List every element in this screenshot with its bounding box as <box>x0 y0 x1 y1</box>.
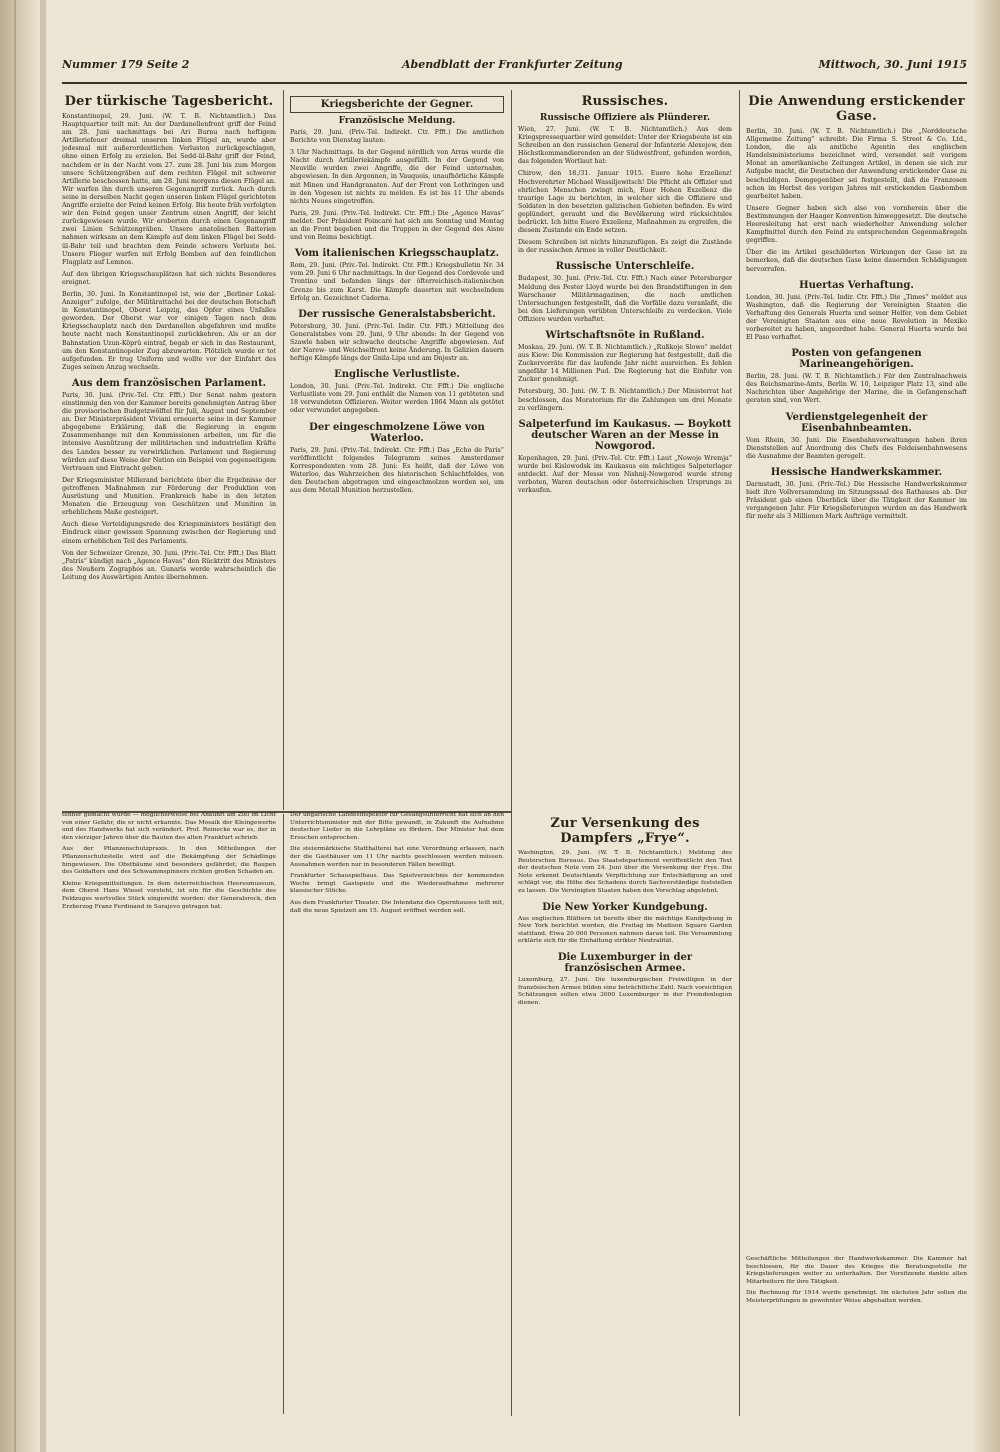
article-title: Die New Yorker Kundgebung. <box>542 901 708 913</box>
article-paragraph: Kopenhagen, 29. Juni. (Priv.-Tel. Ctr. Ffft.) Laut „Nowoje Wremja“ wurde bei Kislowodsk im Kaukasus ein mächtiges Salpeterlager entdeckt. Auf der Messe von Nishnij-Nowgorod wurde streng verboten, Waren deutschen oder österreichischen Ursprungs zu verkaufen. <box>518 454 732 495</box>
column-divider <box>283 814 284 1414</box>
feuilleton-column-1 <box>62 812 276 1412</box>
page-header <box>62 56 967 78</box>
article-title: Hessische Handwerkskammer. <box>770 466 943 478</box>
article-title: Der russische Generalstabsbericht. <box>298 308 496 320</box>
article-paragraph: Moskau, 29. Juni. (W. T. B. Nichtamtlich.) „Rußkoje Slowo“ meldet aus Kiew: Die Kommission zur Regierung hat festgestellt, daß die Zuckervorräte für das laufende Jahr nicht ausreichen. Es fehlen ungefähr 14 Millionen Pud. Die Regierung hat die Einfuhr von Zucker genehmigt. <box>518 343 732 384</box>
column-1 <box>62 90 276 810</box>
article-title: Huertas Verhaftung. <box>799 279 914 291</box>
article-paragraph: Chirow, den 18./31. Januar 1915. Euere hohe Erzellenz! Hochverehrter Michael Wassiljewitsch! Die Pflicht als Offizier und ehrlichen Menschen zwingt mich, Euer Hohen Exzellenz die traurige Lage zu berichten, in welcher sich die Offiziere und Soldaten in den besetzten galizischen Gebieten befinden. Es wird geplündert, geraubt und die Bevölkerung wird rücksichtslos bedrückt. Ich bitte Euere Exzellenz, Maßnahmen zu ergreifen, die diesem Zustande ein Ende setzen. <box>518 170 732 235</box>
article-paragraph: Rom, 29. Juni. (Priv.-Tel. Indirekt. Ctr. Ffft.) Kriegsbulletin Nr. 34 vom 29. Juni 6 Uhr nachmittags. In der Gegend des Cordevole und Trentino und befanden längs der öfterreichisch-italienischen Grenze bis zum Karst. Die Kämpfe dauerten mit wechselndem Erfolg an. Gezeichnet Cadorna. <box>290 262 504 302</box>
article-title: Der türkische Tagesbericht. <box>64 94 274 109</box>
article-paragraph: Paris, 30. Juni. (Priv.-Tel. Ctr. Ffft.) Der Senat nahm gestern einstimmig den von der Kammer bereits genehmigten Antrag über die provisorischen Budgetzwölftel für Juli, August und September an. Der Ministerpräsident Viviani erneuerte seine in der Kammer abgegebene Erklärung, daß die Regierung in engem Zusammenhange mit den Kommissionen arbeiten, um für die intensive Ausnützung der militärischen und industriellen Kräfte des Landes besser zu verwirklichen. Parlament und Regierung würden auf diese Weise der Nation ein Beispiel von gegenseitigem Vertrauen und Eintracht geben. <box>62 391 276 472</box>
article-paragraph: Aus dem Frankfurter Theater. Die Intendanz des Opernhauses teilt mit, daß die neue Spielzeit am 15. August eröffnet werden soll. <box>290 899 504 914</box>
article-title: Aus dem französischen Parlament. <box>71 377 267 389</box>
article-paragraph: London, 30. Juni. (Priv.-Tel. Indir. Ctr. Ffft.) Die „Times“ meldet aus Washington, daß die Regierung der Vereinigten Staaten die Verhaftung des Generals Huerta und seiner Helfer, von dem Gebiet der Vereinigten Staaten aus eine neue Revolution in Mexiko vorbereitet zu haben, angeordnet habe. General Huerta wurde bei El Paso verhaftet. <box>746 293 967 342</box>
article-title: Verdienstgelegenheit der Eisenbahnbeamten. <box>785 411 928 434</box>
column-3 <box>518 90 732 810</box>
page-fold-shadow <box>40 0 46 1452</box>
article-title: Zur Versenkung des Dampfers „Frye“. <box>550 816 700 846</box>
article-paragraph: London, 30. Juni. (Priv.-Tel. Indirekt. Ctr. Ffft.) Die englische Verlustliste vom 29. Juni enthält die Namen von 11 getöteten und 18 verwundeten Offizieren. Weiter werden 1864 Mann als getötet oder verwundet angegeben. <box>290 383 504 415</box>
article-title: Die Luxemburger in der französischen Armee. <box>557 951 693 974</box>
article-paragraph: Der Kriegsminister Millerand berichtete über die Ergebnisse der getroffenen Maßnahmen zur Förderung der Produktion von Ausrüstung und Munition. Frankreich habe in den letzten Monaten die Erzeugung von Geschützen und Munition in erheblichem Maße gesteigert. <box>62 476 276 517</box>
column-2 <box>290 90 504 810</box>
article-paragraph: Die steiermärkische Statthalterei hat eine Verordnung erlassen, nach der die Gasthäuser um 11 Uhr nachts geschlossen werden müssen. Ausnahmen werden nur in besonderen Fällen bewilligt. <box>290 846 504 868</box>
column-3-lower <box>518 812 732 1412</box>
article-paragraph: Washington, 29. Juni. (W. T. B. Nichtamtlich.) Meldung des Reuterschen Bureaus. Das Staatsdepartement veröffentlicht den Text der deutschen Note vom 24. Juni über die Versenkung der Frye. Die Note erkennt Deutschlands Verpflichtung zur Entschädigung an und schlägt vor, die Höhe des Schadens durch Sachverständige feststellen zu lassen. Die Vereinigten Staaten haben den Vorschlag abgelehnt. <box>518 850 732 894</box>
article-paragraph: Geschäftliche Mitteilungen der Handwerkskammer. Die Kammer hat beschlossen, für die Dauer des Krieges die Beratungsstelle für Kriegslieferungen weiter zu unterhalten. Der Vorsitzende dankte allen Mitarbeitern für ihre Tätigkeit. <box>746 1256 967 1285</box>
article-paragraph: Unsere Gegner haben sich also von vornherein über die Bestimmungen der Haager Konvention hinweggesetzt. Die deutsche Heeresleitung hat erst nach wiederholter Anwendung solcher Kampfmittel durch den Feind zu entsprechenden Gegenmaßregeln gegriffen. <box>746 204 967 245</box>
newspaper-page <box>62 58 967 1416</box>
column-divider <box>283 90 284 810</box>
article-paragraph: Berlin, 30. Juni. (W. T. B. Nichtamtlich.) Die „Norddeutsche Allgemeine Zeitung“ schreibt: Die Firma S. Street & Co. Ltd., London, die als amtliche Agentin des englischen Handelsministeriums bezeichnet wird, versendet seit vorigem Monat an amerikanische Zeitungen Artikel, in denen sie sich zur Aufgabe macht, die Deutschen der Anwendung erstickender Gase zu beschuldigen. Demgegenüber sei festgestellt, daß die Franzosen schon im Herbst des vorigen Jahres mit erstickenden Gasbomben gearbeitet haben. <box>746 128 967 200</box>
article-paragraph: 3 Uhr Nachmittags. In der Gegend nördlich von Arras wurde die Nacht durch Artilleriekämpfe ausgefüllt. In der Gegend von Neuville wurden zwei Angriffe, die der Feind unternahm, abgewiesen. In den Argonnen, in Vauquois, unaufhörliche Kämpfe mit Minen und Handgranaten. Auf der Front von Lothringen und in den Vogesen ist nichts zu melden. Es ist bis 11 Uhr abends nichts Neues eingetroffen. <box>290 149 504 205</box>
column-divider <box>739 90 740 1416</box>
article-paragraph: Vom Rhein, 30. Juni. Die Eisenbahnverwaltungen haben ihren Dienststellen auf Anordnung des Chefs des Feldeisenbahnwesens die Ausnahme der Beamten geregelt. <box>746 436 967 460</box>
article-title: Russische Unterschleife. <box>555 261 695 273</box>
article-title: Salpeterfund im Kaukasus. — Boykott deutscher Waren an der Messe in Nowgorod. <box>518 418 732 452</box>
masthead: Abendblatt der Frankfurter Zeitung <box>402 58 623 71</box>
feuilleton-column-2 <box>290 812 504 1412</box>
article-paragraph: Paris, 29. Juni. (Priv.-Tel. Indirekt. Ctr. Ffft.) Die „Agence Havas“ meldet: Der Präsident Poincaré hat sich am Sonntag und Montag an die Front begeben und die Truppen in der Gegend des Aisne und von Reims besichtigt. <box>290 209 504 242</box>
article-paragraph: Die Rechnung für 1914 wurde genehmigt. Im nächsten Jahr sollen die Meisterprüfungen in gewohnter Weise abgehalten werden. <box>746 1290 967 1304</box>
article-subtitle: Französische Meldung. <box>338 116 456 126</box>
article-paragraph: tenner gemacht wurde — möglicherweise bei Ankunft am Ziel im Licht von einer Gefahr, die er nicht erkannte. Das Mosaik der Kleingewerbe und des Handwerks hat sich verändert. Prof. Reinecke war es, der in den vierziger Jahren über die Bauten des alten Frankfurt schrieb. <box>62 812 276 841</box>
article-paragraph: Berlin, 30. Juni. In Konstantinopel ist, wie der „Berliner Lokal-Anzeiger“ zufolge, der Militärattaché bei der deutschen Botschaft in Konstantinopel, Oberst Leipzig, das Opfer eines Unfalles geworden. Der Oberst war vor einigen Tagen nach dem Kriegsschauplatz nach den Dardanellen abgefahren und mußte heute nacht nach Konstantinopel zurückkehren. Als er an der Bahnstation Uzun-Köprü eintraf, begab er sich in das Restaurant, um den Konstantinopeler Zug abzuwarten. Plötzlich wurde er tot aufgefunden. Er trug Uniform und wollte vor der Einfahrt des Zuges seinen Anzug wechseln. <box>62 290 276 371</box>
article-title: Kriegsberichte der Gegner. <box>290 96 504 113</box>
article-title: Wirtschaftsnöte in Rußland. <box>545 329 705 341</box>
article-paragraph: Petersburg, 30. Juni. (Priv.-Tel. Indir. Ctr. Ffft.) Mitteilung des Generalstabes vom 29. Juni, 9 Uhr abends: In der Gegend von Szawle haben wir schwache deutsche Angriffe abgewiesen. Auf der Narew- und Weichselfront keine Änderung. In Galizien dauern heftige Kämpfe längs der Gnila-Lipa und am Dnjestr an. <box>290 322 504 363</box>
article-paragraph: Der ungarische Landesinspektor für Gesangsunterricht hat sich an den Unterrichtsminister mit der Bitte gewandt, in Zukunft die Aufnahme deutscher Lieder in die Lehrpläne zu fördern. Der Minister hat dem Ersuchen entsprochen. <box>290 812 504 841</box>
page-number: Nummer 179 Seite 2 <box>62 58 190 71</box>
column-divider <box>511 90 512 1416</box>
article-title: Vom italienischen Kriegsschauplatz. <box>294 248 500 260</box>
article-paragraph: Paris, 29. Juni. (Priv.-Tel. Indirekt. Ctr. Ffft.) Die amtlichen Berichte von Dienstag lauten: <box>290 129 504 145</box>
article-paragraph: Auf den übrigen Kriegsschauplätzen hat sich nichts Besonderes ereignet. <box>62 270 276 286</box>
article-title: Englische Verlustliste. <box>334 369 460 381</box>
article-paragraph: Frankfurter Schauspielhaus. Das Spielverzeichnis der kommenden Woche bringt Gastspiele und die Wiederaufnahme mehrerer klassischer Stücke. <box>290 873 504 895</box>
book-gutter <box>0 0 40 1452</box>
article-paragraph: Von der Schweizer Grenze, 30. Juni. (Priv.-Tel. Ctr. Ffft.) Das Blatt „Patris“ kündigt nach „Agence Havas“ den Rücktritt des Ministers des Neußern Zographos an. Gunaris werde wahrscheinlich die Leitung des Auswärtigen Amtes übernehmen. <box>62 549 276 581</box>
article-paragraph: Diesem Schreiben ist nichts hinzuzufügen. Es zeigt die Zustände in der russischen Armee in voller Deutlichkeit. <box>518 239 732 255</box>
article-paragraph: Berlin, 28. Juni. (W. T. B. Nichtamtlich.) Für den Zentralnachweis des Reichsmarine-Amts, Berlin W. 10, Leipziger Platz 13, sind alle Nachrichten über Angehörige der Marine, die in Gefangenschaft geraten sind, von Wert. <box>746 373 967 405</box>
article-paragraph: Paris, 29. Juni. (Priv.-Tel. Indirekt. Ctr. Ffft.) Das „Echo de Paris“ veröffentlicht folgendes Telegramm seines Amsterdamer Korrespondenten vom 28. Juni: Es heißt, daß der Löwe von Waterloo, das Wahrzeichen des historischen Schlachtfeldes, von den Deutschen abgetragen und eingeschmolzen worden sei, um aus dem Metall Munition herzustellen. <box>290 446 504 494</box>
article-paragraph: Luxemburg, 27. Juni. Die luxemburgischen Freiwilligen in der französischen Armee bilden eine beträchtliche Zahl. Nach vorsichtigen Schätzungen sollen etwa 3000 Luxemburger in der Fremdenlegion dienen. <box>518 976 732 1006</box>
article-title: Der eingeschmolzene Löwe von Waterloo. <box>309 421 485 444</box>
article-paragraph: Über die im Artikel geschilderten Wirkungen der Gase ist zu bemerken, daß die deutschen Gase keine dauernden Schädigungen hervorrufen. <box>746 249 967 273</box>
header-rule <box>62 82 967 84</box>
article-paragraph: Aus englischen Blättern ist bereits über die mächtige Kundgebung in New York berichtet worden, die Freitag im Madison Square Garden stattfand. Etwa 20 000 Personen nahmen daran teil. Die Versammlung erklärte sich für die Einhaltung strikter Neutralität. <box>518 915 732 945</box>
article-paragraph: Kleine Kriegsmitteilungen. In dem österreichischen Heeresmuseum, dem Oberst Hans Wiesel vorsteht, ist ein für die Geschichte des Feldzuges wertvolles Stück eingereiht worden: der Generalsrock, den Erzherzog Franz Ferdinand in Sarajevo getragen hat. <box>62 880 276 910</box>
article-title: Russisches. <box>581 94 669 109</box>
article-paragraph: Aus der Pflanzenschutzpraxis. In den Mitteilungen der Pflanzenschutzstelle wird auf die Bekämpfung der Schädlinge hingewiesen. Die Obstbäume sind besonders gefährdet; die Raupen des Goldafters und des Schwammspinners richten großen Schaden an. <box>62 846 276 876</box>
column-4 <box>746 90 967 1416</box>
page-right-edge <box>972 0 1000 1452</box>
article-paragraph: Petersburg, 30. Juni. (W. T. B. Nichtamtlich.) Der Ministerrat hat beschlossen, das Moratorium für die Zahlungen um drei Monate zu verlängern. <box>518 388 732 412</box>
article-title: Posten von gefangenen Marineangehörigen. <box>791 348 922 371</box>
page-date: Mittwoch, 30. Juni 1915 <box>818 58 967 71</box>
article-paragraph: Konstantinopel, 29. Juni. (W. T. B. Nichtamtlich.) Das Hauptquartier teilt mit: An der Dardanellenfront griff der Feind am 28. Juni nachmittags bei Ari Burnu nach heftigem Artilleriefeuer dreimal unseren linken Flügel an, wurde aber jedesmal mit außerordentlichen Verlusten zurückgeschlagen, ohne einen Erfolg zu erzielen. Bei Sedd-ül-Bahr griff der Feind, nachdem er in der Nacht vom 27. zum 28. Juni bis zum Morgen unsere Schützengräben auf dem rechten Flügel mit schwerer Artillerie beschossen hatte, am 28. Juni morgens diesen Flügel an. Wir warfen ihn durch unseren Gegenangriff zurück. Auch durch seine in derselben Nacht gegen unseren linken Flügel gerichteten Angriffe erzielte der Feind keinen Erfolg. Bis heute früh verfolgten wir den Feind gegen unser Zentrum einen Angriff, der leicht zurückgewiesen wurde. Wir eroberten durch einen Gegenangriff zwei Linien Schützengräben. Unsere anatolischen Batterien nahmen wirksam an dem Kampfe auf dem linken Flügel bei Sedd-ül-Bahr teil und brachten dem Feinde schwere Verluste bei. Unsere Flieger warfen mit Erfolg Bomben auf den feindlichen Flugplatz auf Lemnos. <box>62 113 276 266</box>
article-paragraph: Budapest, 30. Juni. (Priv.-Tel. Ctr. Ffft.) Nach einer Petersburger Meldung des Pester Lloyd wurde bei den Brandstiftungen in den Warschauer Militärmagazinen, die nach amtlichen Untersuchungen festgestellt, daß die Vorfälle dazu veranlaßt, die bei den Lieferungen verübten Unterschleife zu verdecken. Viele Offiziere wurden verhaftet. <box>518 275 732 323</box>
column-4-lower <box>746 1256 967 1406</box>
article-title: Die Anwendung erstickender Gase. <box>748 94 965 124</box>
article-paragraph: Wien, 27. Juni. (W. T. B. Nichtamtlich.) Aus dem Kriegspressequartier wird gemeldet: Unter der Kriegsbeute ist ein Schreiben an den russischen General der Infanterie Alexejew, den Höchstkommandierenden an der Südwestfront, gefunden worden, das folgenden Wortlaut hat: <box>518 126 732 166</box>
article-subtitle: Russische Offiziere als Plünderer. <box>539 113 711 123</box>
article-paragraph: Darmstadt, 30. Juni. (Priv.-Tel.) Die Hessische Handwerkskammer hielt ihre Vollversammlung im Sitzungssaal des Rathauses ab. Der Präsident gab einen Überblick über die Tätigkeit der Kammer im vergangenen Jahr. Für Kriegslieferungen wurden an das Handwerk für mehr als 3 Millionen Mark Aufträge vermittelt. <box>746 480 967 521</box>
article-paragraph: Auch diese Verteidigungsrede des Kriegsministers bestätigt den Eindruck einer gewissen Spannung zwischen der Regierung und einem erheblichen Teil des Parlaments. <box>62 521 276 545</box>
